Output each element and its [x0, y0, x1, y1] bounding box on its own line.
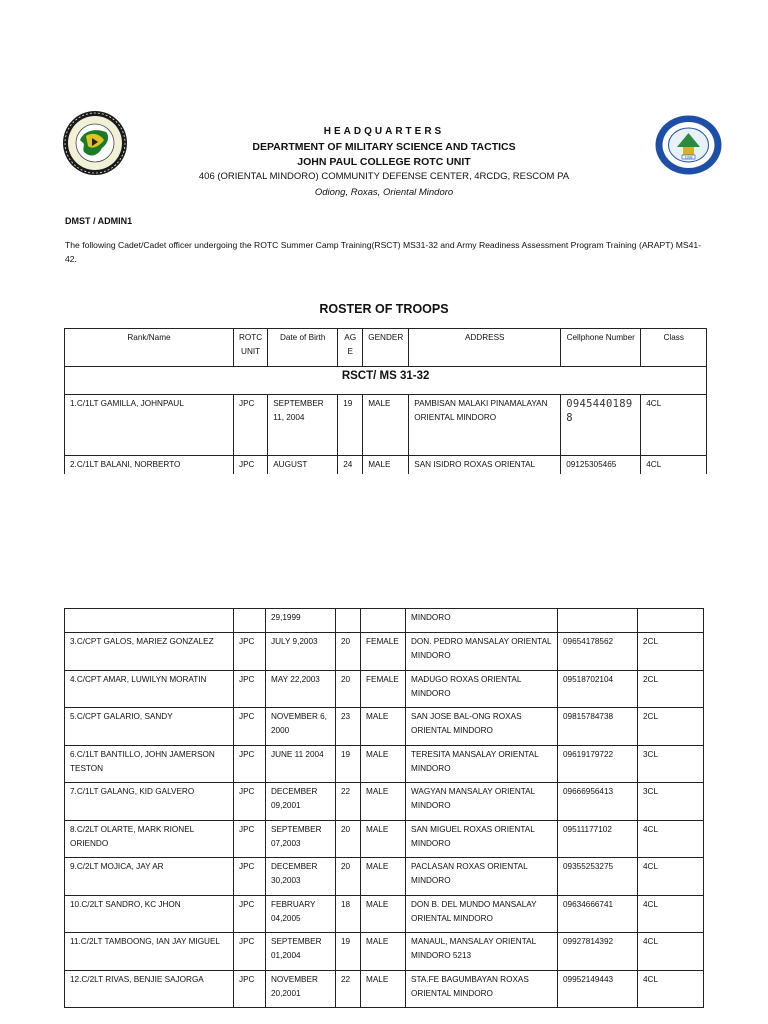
cell-name: 5.C/CPT GALARIO, SANDY	[65, 708, 234, 746]
cell-phone: 09125305465	[561, 456, 641, 475]
table-row	[65, 783, 704, 821]
cell-name: 12.C/2LT RIVAS, BENJIE SAJORGA	[65, 970, 234, 1008]
department-heading: DEPARTMENT OF MILITARY SCIENCE AND TACTICS	[252, 141, 516, 153]
cell-gender: MALE	[361, 708, 406, 746]
cell-dob: 29,1999	[266, 609, 336, 633]
header-date-of-birth: Date of Birth	[268, 329, 338, 367]
cell-phone: 09511177102	[558, 820, 638, 858]
cell-phone: 09619179722	[558, 745, 638, 783]
cell-address: SAN JOSE BAL-ONG ROXAS ORIENTAL MINDORO	[406, 708, 558, 746]
cell-gender: MALE	[361, 895, 406, 933]
cell-class: 4CL	[641, 456, 707, 475]
cell-name: 7.C/1LT GALANG, KID GALVERO	[65, 783, 234, 821]
cell-phone: 09654178562	[558, 633, 638, 671]
cell-age: 20	[336, 633, 361, 671]
cell-age: 20	[336, 858, 361, 896]
cell-dob: NOVEMBER 20,2001	[266, 970, 336, 1008]
cell-address: PAMBISAN MALAKI PINAMALAYAN ORIENTAL MINDORO	[409, 395, 561, 456]
table-header-row	[65, 329, 707, 367]
cell-address: PACLASAN ROXAS ORIENTAL MINDORO	[406, 858, 558, 896]
cell-age: 22	[336, 970, 361, 1008]
headquarters-heading: HEADQUARTERS	[323, 126, 445, 137]
cell-dob: AUGUST	[268, 456, 338, 475]
section-row	[65, 367, 707, 395]
cell-phone: 09355253275	[558, 858, 638, 896]
header-address: ADDRESS	[409, 329, 561, 367]
cell-name: 9.C/2LT MOJICA, JAY AR	[65, 858, 234, 896]
cell-address: MADUGO ROXAS ORIENTAL MINDORO	[406, 670, 558, 708]
cell-name: 4.C/CPT AMAR, LUWILYN MORATIN	[65, 670, 234, 708]
cell-age: 18	[336, 895, 361, 933]
cell-gender: MALE	[361, 858, 406, 896]
cell-gender: MALE	[361, 970, 406, 1008]
roster-table-page2	[64, 608, 704, 1008]
cell-unit	[234, 609, 266, 633]
header-rank-name: Rank/Name	[65, 329, 234, 367]
section-label: RSCT/ MS 31-32	[65, 367, 707, 395]
cell-name: 8.C/2LT OLARTE, MARK RIONEL ORIENDO	[65, 820, 234, 858]
cell-age: 22	[336, 783, 361, 821]
roster-title: ROSTER OF TROOPS	[319, 302, 449, 316]
cell-dob: SEPTEMBER 11, 2004	[268, 395, 338, 456]
cell-address: WAGYAN MANSALAY ORIENTAL MINDORO	[406, 783, 558, 821]
cell-dob: DECEMBER 30,2003	[266, 858, 336, 896]
cell-phone: 09927814392	[558, 933, 638, 971]
table-row	[65, 670, 704, 708]
cell-address: MINDORO	[406, 609, 558, 633]
cell-name	[65, 609, 234, 633]
cell-class: 3CL	[638, 783, 704, 821]
cell-name: 11.C/2LT TAMBOONG, IAN JAY MIGUEL	[65, 933, 234, 971]
cell-class: 2CL	[638, 670, 704, 708]
cell-unit: JPC	[234, 633, 266, 671]
cell-dob: MAY 22,2003	[266, 670, 336, 708]
roster-table-page1	[64, 328, 707, 474]
cell-address: STA.FE BAGUMBAYAN ROXAS ORIENTAL MINDORO	[406, 970, 558, 1008]
cell-age: 20	[336, 820, 361, 858]
reference-code: DMST / ADMIN1	[65, 216, 133, 226]
cell-name: 1.C/1LT GAMILLA, JOHNPAUL	[65, 395, 234, 456]
cell-class: 4CL	[638, 895, 704, 933]
center-address: 406 (ORIENTAL MINDORO) COMMUNITY DEFENSE CENTER, 4RCDG, RESCOM PA	[198, 171, 570, 182]
cell-age: 19	[336, 745, 361, 783]
cell-name: 10.C/2LT SANDRO, KC JHON	[65, 895, 234, 933]
cell-gender: MALE	[361, 745, 406, 783]
cell-age: 20	[336, 670, 361, 708]
cell-class: 3CL	[638, 745, 704, 783]
cell-dob: JUNE 11 2004	[266, 745, 336, 783]
cell-class: 4CL	[638, 970, 704, 1008]
cell-unit: JPC	[234, 970, 266, 1008]
cell-dob: DECEMBER 09,2001	[266, 783, 336, 821]
cell-address: TERESITA MANSALAY ORIENTAL MINDORO	[406, 745, 558, 783]
cell-unit: JPC	[234, 933, 266, 971]
cell-phone: 09952149443	[558, 970, 638, 1008]
cell-class: 4CL	[638, 858, 704, 896]
cell-name: 6.C/1LT BANTILLO, JOHN JAMERSON TESTON	[65, 745, 234, 783]
cell-name: 2.C/1LT BALANI, NORBERTO	[65, 456, 234, 475]
cell-unit: JPC	[234, 670, 266, 708]
cell-class: 4CL	[641, 395, 707, 456]
table-row	[65, 933, 704, 971]
cell-age	[336, 609, 361, 633]
table-row	[65, 456, 707, 475]
table-row	[65, 745, 704, 783]
cell-class: 2CL	[638, 633, 704, 671]
cell-dob: SEPTEMBER 07,2003	[266, 820, 336, 858]
cell-gender: MALE	[361, 783, 406, 821]
cell-gender: FEMALE	[361, 670, 406, 708]
header-age: AG E	[338, 329, 363, 367]
cell-gender: MALE	[361, 820, 406, 858]
cell-address: MANAUL, MANSALAY ORIENTAL MINDORO 5213	[406, 933, 558, 971]
cell-unit: JPC	[234, 895, 266, 933]
table-row	[65, 820, 704, 858]
cell-name: 3.C/CPT GALOS, MARIEZ GONZALEZ	[65, 633, 234, 671]
table-row-continuation	[65, 609, 704, 633]
cell-phone: 09518702104	[558, 670, 638, 708]
location-line: Odiong, Roxas, Oriental Mindoro	[314, 187, 454, 198]
header-class: Class	[641, 329, 707, 367]
cell-unit: JPC	[234, 745, 266, 783]
cell-age: 19	[336, 933, 361, 971]
cell-dob: SEPTEMBER 01,2004	[266, 933, 336, 971]
intro-paragraph: The following Cadet/Cadet officer undergoing the ROTC Summer Camp Training(RSCT) MS31-32 and Army Readiness Assessment Program Training (ARAPT) MS41-42.	[65, 240, 702, 264]
cell-class	[638, 609, 704, 633]
cell-gender	[361, 609, 406, 633]
cell-unit: JPC	[234, 456, 268, 475]
cell-age: 19	[338, 395, 363, 456]
cell-gender: MALE	[363, 456, 409, 475]
table-row	[65, 708, 704, 746]
header-gender: GENDER	[363, 329, 409, 367]
cell-gender: MALE	[361, 933, 406, 971]
cell-class: 4CL	[638, 933, 704, 971]
cell-phone: 09666956413	[558, 783, 638, 821]
cell-class: 2CL	[638, 708, 704, 746]
cell-phone	[558, 609, 638, 633]
table-row	[65, 633, 704, 671]
cell-unit: JPC	[234, 783, 266, 821]
cell-unit: JPC	[234, 858, 266, 896]
unit-heading: JOHN PAUL COLLEGE ROTC UNIT	[297, 156, 471, 168]
header-rotc-unit: ROTC UNIT	[234, 329, 268, 367]
cell-phone: 0945440189 8	[561, 395, 641, 456]
cell-gender: MALE	[363, 395, 409, 456]
cell-dob: FEBRUARY 04,2005	[266, 895, 336, 933]
cell-age: 23	[336, 708, 361, 746]
cell-gender: FEMALE	[361, 633, 406, 671]
cell-address: SAN ISIDRO ROXAS ORIENTAL	[409, 456, 561, 475]
cell-dob: JULY 9,2003	[266, 633, 336, 671]
cell-unit: JPC	[234, 708, 266, 746]
cell-phone: 09634666741	[558, 895, 638, 933]
cell-class: 4CL	[638, 820, 704, 858]
cell-dob: NOVEMBER 6, 2000	[266, 708, 336, 746]
cell-unit: JPC	[234, 395, 268, 456]
table-row	[65, 395, 707, 456]
header-cellphone: Cellphone Number	[561, 329, 641, 367]
cell-address: SAN MIGUEL ROXAS ORIENTAL MINDORO	[406, 820, 558, 858]
svg-text:1998: 1998	[684, 155, 693, 160]
cell-phone: 09815784738	[558, 708, 638, 746]
cell-age: 24	[338, 456, 363, 475]
cell-unit: JPC	[234, 820, 266, 858]
table-row	[65, 858, 704, 896]
table-row	[65, 970, 704, 1008]
cell-address: DON. PEDRO MANSALAY ORIENTAL MINDORO	[406, 633, 558, 671]
table-row	[65, 895, 704, 933]
cell-address: DON B. DEL MUNDO MANSALAY ORIENTAL MINDORO	[406, 895, 558, 933]
